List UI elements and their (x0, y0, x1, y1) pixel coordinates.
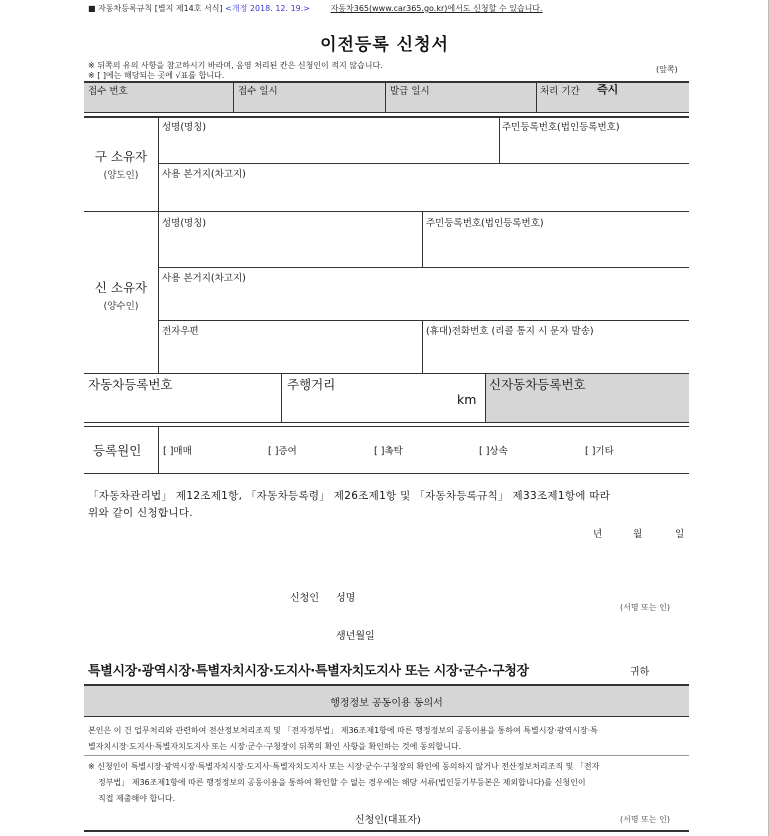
divider (422, 320, 423, 373)
cause-checkbox-sale[interactable]: [ ]매매 (163, 446, 192, 457)
form-header (88, 3, 543, 14)
divider (485, 373, 486, 422)
divider (158, 320, 689, 321)
old-owner-subtitle: (양도인) (103, 170, 139, 181)
issue-date-label: 발급 일시 (390, 86, 430, 97)
rule-reference: ■ 자동차등록규칙 [별지 제14호 서식] (88, 4, 223, 13)
divider (158, 426, 159, 473)
divider (158, 163, 689, 164)
new-owner-phone-field[interactable]: (휴대)전화번호 (리콜 통지 시 문자 발송) (426, 326, 594, 337)
vehicle-reg-number-field[interactable]: 자동차등록번호 (88, 377, 173, 392)
consent-note-line-3: 직접 제출해야 합니다. (98, 794, 176, 803)
applicant-label: 신청인 (290, 593, 319, 604)
mileage-unit: km (457, 392, 477, 407)
processing-period-label: 처리 기간 (540, 86, 580, 97)
divider (84, 116, 689, 118)
note-line-2: ※ [ ]에는 해당되는 곳에 √표를 합니다. (88, 71, 225, 80)
divider (84, 755, 689, 756)
divider (281, 373, 282, 422)
old-owner-heading (84, 147, 158, 181)
divider (84, 830, 689, 832)
consent-note-line-1: ※ 신청인이 특별시장·광역시장·특별자치시장·도지사·특별자치도지사 또는 시장·군수·구청장의 확인에 동의하지 않거나 전산정보처리조직 및 「전자 (88, 762, 600, 771)
cause-checkbox-gift[interactable]: [ ]증여 (268, 446, 297, 457)
divider (499, 116, 500, 163)
new-owner-email-field[interactable]: 전자우편 (162, 326, 199, 337)
new-owner-subtitle: (양수인) (103, 301, 139, 312)
consent-title: 행정정보 공동이용 동의서 (330, 698, 443, 709)
divider (84, 716, 689, 717)
new-owner-name-field[interactable]: 성명(명칭) (162, 218, 207, 229)
divider (84, 426, 689, 427)
consent-body-line-1: 본인은 이 건 업무처리와 관련하여 전산정보처리조직 및 「전자정부법」 제36조제1항에 따른 행정정보의 공동이용을 통하여 특별시장·광역시장·특 (88, 726, 598, 735)
new-owner-id-field[interactable]: 주민등록번호(법인등록번호) (426, 218, 544, 229)
mileage-field[interactable]: 주행거리 (287, 377, 336, 392)
consent-signature-field[interactable]: (서명 또는 인) (620, 815, 670, 824)
registration-cause-label: 등록원인 (93, 443, 142, 458)
consent-body-line-2: 별자치시장·도지사·특별자치도지사 또는 시장·군수·구청장이 뒤쪽의 확인 사항을 확인하는 것에 동의합니다. (88, 742, 462, 751)
online-notice: 자동차365(www.car365.go.kr)에서도 신청할 수 있습니다. (330, 4, 543, 13)
applicant-signature-field[interactable]: (서명 또는 인) (620, 603, 670, 612)
note-line-1: ※ 뒤쪽의 유의 사항을 참고하시기 바라며, 음영 처리된 칸은 신청인이 적지 않습니다. (88, 61, 383, 70)
divider (422, 211, 423, 267)
old-owner-address-field[interactable]: 사용 본거지(차고지) (162, 169, 246, 180)
old-owner-title: 구 소유자 (94, 149, 148, 164)
divider (84, 684, 689, 686)
date-month-label: 월 (633, 529, 643, 540)
divider (158, 267, 689, 268)
consent-note-line-2: 정부법」 제36조제1항에 따른 행정정보의 공동이용을 통하여 확인할 수 없는 경우에는 해당 서류(법인등기부등본은 제외합니다)를 신청인이 (98, 778, 586, 787)
legal-statement-line-1: 「자동차관리법」 제12조제1항, 「자동차등록령」 제26조제1항 및 「자동차등록규칙」 제33조제1항에 따라 (88, 490, 611, 502)
cause-checkbox-other[interactable]: [ ]기타 (585, 446, 614, 457)
consent-applicant-field[interactable]: 신청인(대표자) (355, 815, 421, 826)
cause-checkbox-inheritance[interactable]: [ ]상속 (479, 446, 508, 457)
divider (158, 211, 159, 373)
divider (84, 211, 689, 212)
old-owner-id-field[interactable]: 주민등록번호(법인등록번호) (502, 122, 620, 133)
old-owner-name-field[interactable]: 성명(명칭) (162, 122, 207, 133)
divider (385, 81, 386, 112)
divider (233, 81, 234, 112)
processing-period-value: 즉시 (597, 83, 619, 96)
applicant-birthdate-field[interactable]: 생년월일 (336, 631, 375, 642)
divider (84, 473, 689, 474)
receipt-number-label: 접수 번호 (88, 86, 128, 97)
form-title: 이전등록 신청서 (320, 35, 449, 55)
new-reg-number-label: 신자동차등록번호 (489, 377, 586, 392)
legal-statement-line-2: 위와 같이 신청합니다. (88, 507, 193, 519)
applicant-name-field[interactable]: 성명 (336, 593, 356, 604)
new-owner-title: 신 소유자 (94, 280, 148, 295)
date-year-label: 년 (593, 529, 603, 540)
revision-date: <개정 2018. 12. 19.> (225, 4, 311, 13)
receipt-date-label: 접수 일시 (238, 86, 278, 97)
divider (84, 422, 689, 423)
divider (84, 112, 689, 113)
divider (536, 81, 537, 112)
addressee-suffix: 귀하 (630, 667, 650, 678)
divider (84, 373, 689, 374)
addressee: 특별시장·광역시장·특별자치시장·도지사·특별자치도지사 또는 시장·군수·구청장 (88, 664, 529, 679)
front-side-label: (앞쪽) (656, 65, 678, 74)
new-owner-address-field[interactable]: 사용 본거지(차고지) (162, 273, 246, 284)
cause-checkbox-commission[interactable]: [ ]촉탁 (374, 446, 403, 457)
date-day-label: 일 (675, 529, 685, 540)
new-owner-heading (84, 278, 158, 312)
